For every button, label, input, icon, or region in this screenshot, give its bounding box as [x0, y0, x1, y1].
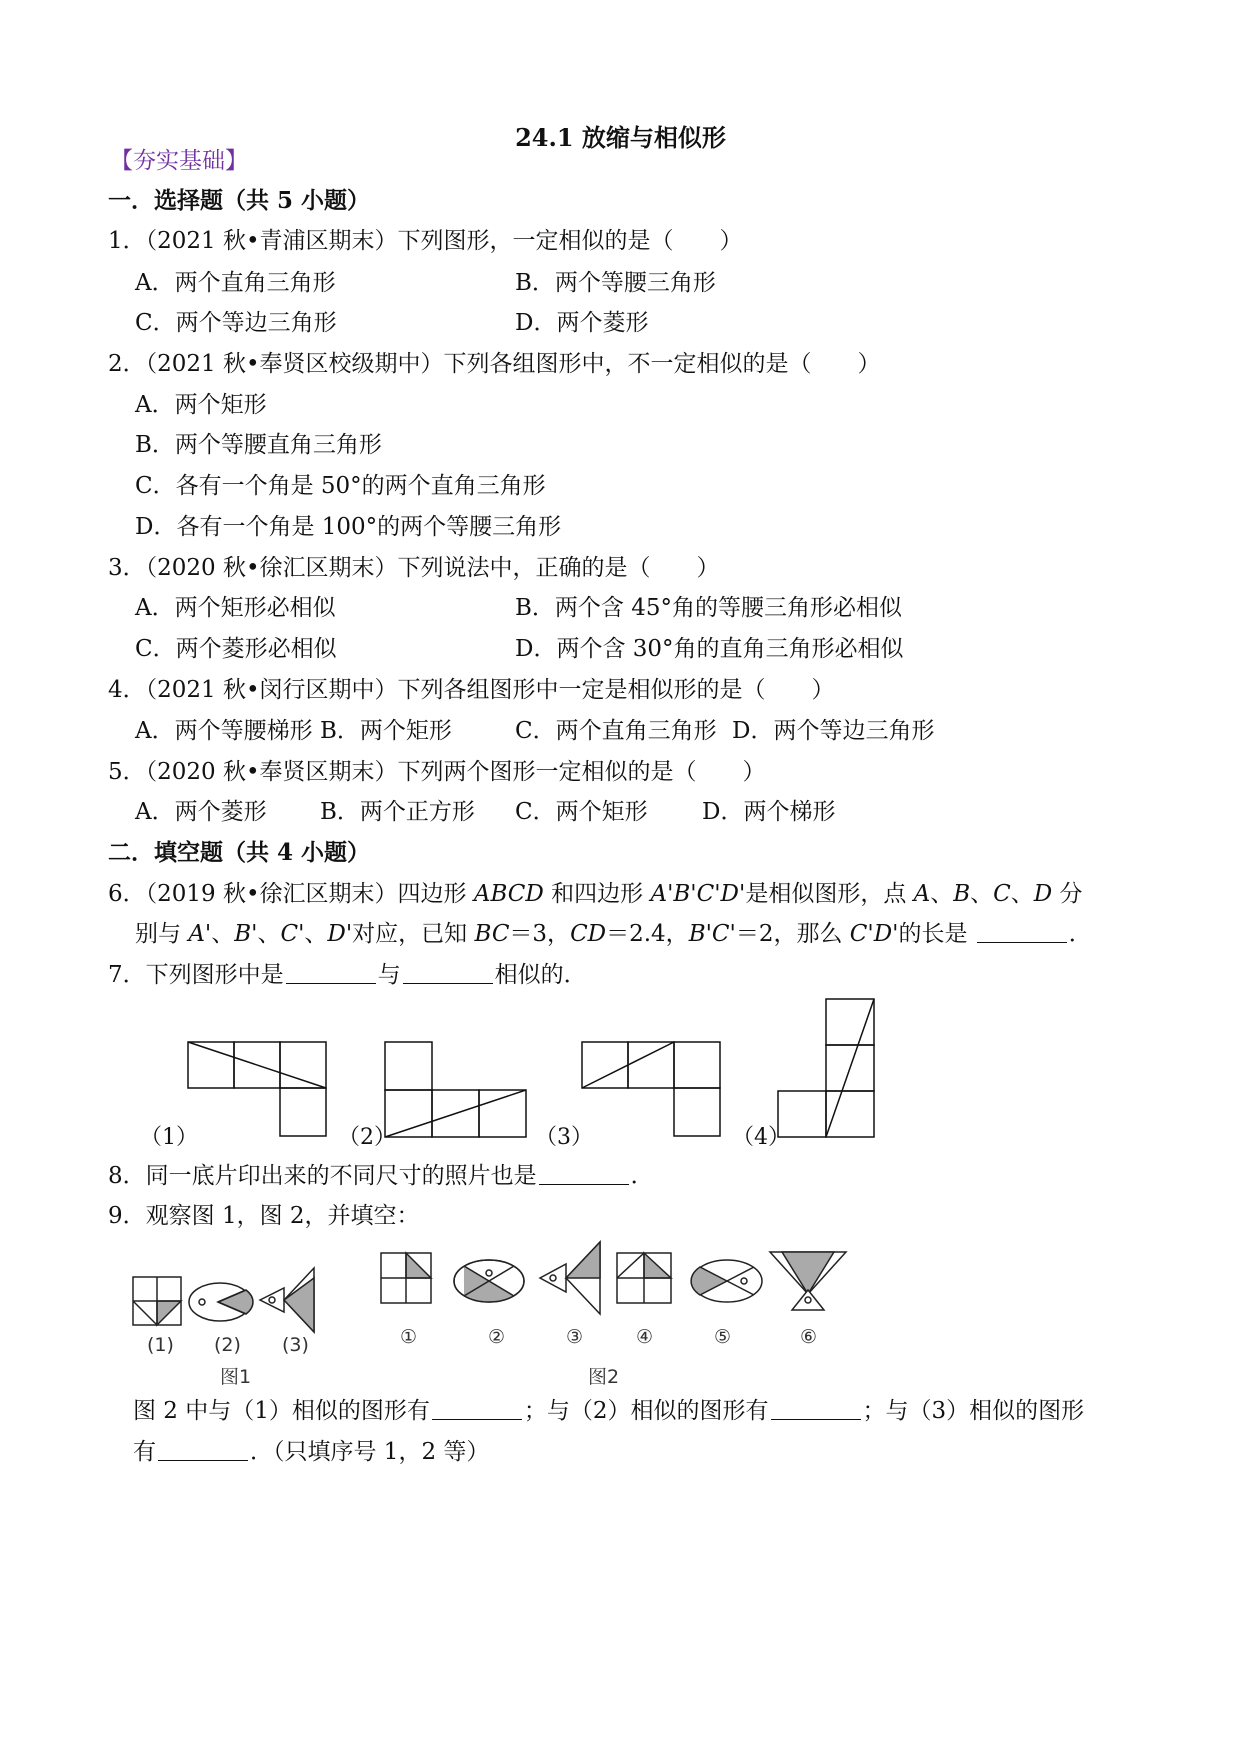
q1-option-c: C．两个等边三角形 [135, 310, 337, 336]
q7-figure-2-label: （2） [338, 1125, 396, 1150]
q6-var: A' [188, 921, 212, 947]
q9-fig1-label-2: (2) [214, 1334, 241, 1356]
q6-var: B [953, 881, 971, 907]
q6-sep: 、 [304, 921, 328, 947]
q3-option-d: D．两个含 30°角的直角三角形必相似 [515, 636, 904, 662]
q9-fig2-label-2: ② [488, 1326, 506, 1348]
q6-var: CD [570, 921, 607, 947]
q2-option-b: B．两个等腰直角三角形 [135, 432, 382, 458]
question-9-line-2 [133, 1437, 489, 1467]
question-3-stem: 3．（2020 秋•徐汇区期末）下列说法中，正确的是（ ） [108, 555, 720, 581]
q6-text: 对应，已知 [352, 921, 475, 947]
q9-text: ；与（3）相似的图形 [862, 1398, 1085, 1424]
answer-blank[interactable] [771, 1397, 861, 1420]
q7-figure-2 [385, 1042, 527, 1138]
answer-blank[interactable] [977, 920, 1067, 943]
q6-var: D [1033, 881, 1053, 907]
q6-text: ＝2，那么 [735, 921, 850, 947]
q6-var: BC [474, 921, 510, 947]
q6-text: 分 [1052, 881, 1083, 907]
q6-text: ＝2.4， [606, 921, 689, 947]
q6-sep: 、 [211, 921, 235, 947]
q9-fig2-label-6: ⑥ [800, 1326, 818, 1348]
section-fill-in: 二．填空题（共 4 小题） [108, 839, 371, 866]
q9-fig1-shape-2 [188, 1282, 252, 1322]
q9-text: ；与（2）相似的图形有 [523, 1398, 769, 1424]
q6-var: A'B'C'D' [650, 881, 746, 907]
q7-figure-1-label: （1） [140, 1125, 198, 1150]
q3-option-b: B．两个含 45°角的等腰三角形必相似 [515, 595, 902, 621]
question-7-stem [108, 960, 587, 990]
q1-option-d: D．两个菱形 [515, 310, 649, 336]
question-6-line-2 [135, 919, 1092, 949]
q7-text: 7．下列图形中是 [108, 962, 284, 988]
q6-var: ABCD [473, 881, 544, 907]
q6-var: A [913, 881, 931, 907]
q4-option-a: A．两个等腰梯形 [135, 718, 313, 744]
q2-option-d: D．各有一个角是 100°的两个等腰三角形 [135, 514, 562, 540]
q6-text: 别与 [135, 921, 189, 947]
q8-text: ． [630, 1163, 654, 1189]
q7-figure-4-label: （4） [732, 1125, 790, 1150]
section-multiple-choice: 一．选择题（共 5 小题） [108, 187, 371, 214]
q9-fig1-label-1: (1) [147, 1334, 174, 1356]
q6-text: ． [1068, 921, 1092, 947]
q9-fig2-caption: 图2 [588, 1366, 620, 1388]
section-tag: 【夯实基础】 [110, 148, 248, 174]
q6-sep: 、 [257, 921, 281, 947]
q6-var: C [993, 881, 1011, 907]
q6-var: B' [234, 921, 258, 947]
q6-sep: 、 [1010, 881, 1034, 907]
q2-option-a: A．两个矩形 [135, 392, 267, 418]
q9-text: 图 2 中与（1）相似的图形有 [133, 1398, 430, 1424]
q2-option-c: C．各有一个角是 50°的两个直角三角形 [135, 473, 546, 499]
q8-text: 8．同一底片印出来的不同尺寸的照片也是 [108, 1163, 537, 1189]
page-title: 24.1 放缩与相似形 [515, 123, 726, 152]
q9-fig2-shape-1 [380, 1252, 432, 1304]
q9-fig2-shape-5 [690, 1258, 764, 1304]
q9-fig2-shape-3 [538, 1240, 602, 1316]
q1-option-a: A．两个直角三角形 [135, 270, 336, 296]
q6-var: D' [327, 921, 353, 947]
answer-blank[interactable] [432, 1397, 522, 1420]
q6-text: 和四边形 [543, 881, 651, 907]
q6-text: ＝3， [509, 921, 571, 947]
q6-sep: 、 [930, 881, 954, 907]
q6-var: C' [280, 921, 305, 947]
q5-option-c: C．两个矩形 [515, 799, 648, 825]
answer-blank[interactable] [158, 1438, 248, 1461]
q1-option-b: B．两个等腰三角形 [515, 270, 716, 296]
q9-fig1-shape-1 [132, 1276, 182, 1326]
q7-figure-3-label: （3） [535, 1125, 593, 1150]
q5-option-b: B．两个正方形 [320, 799, 475, 825]
q4-option-c: C．两个直角三角形 [515, 718, 717, 744]
q9-text: ．（只填序号 1，2 等） [250, 1439, 490, 1465]
answer-blank[interactable] [539, 1162, 629, 1185]
question-8-stem [108, 1161, 654, 1191]
question-9-line-1 [133, 1396, 1084, 1426]
q7-figure-1 [188, 1042, 328, 1138]
q9-text: 有 [133, 1439, 156, 1465]
q4-option-b: B．两个矩形 [320, 718, 452, 744]
q9-fig2-shape-4 [616, 1252, 672, 1304]
q9-fig2-label-1: ① [400, 1326, 418, 1348]
answer-blank[interactable] [286, 961, 376, 984]
q6-var: B'C' [688, 921, 736, 947]
q7-text: 相似的． [494, 962, 587, 988]
q7-figure-4 [778, 999, 876, 1139]
question-6-line-1 [108, 879, 1083, 909]
question-4-stem: 4．（2021 秋•闵行区期中）下列各组图形中一定是相似形的是（ ） [108, 677, 835, 703]
q9-fig2-shape-2 [452, 1258, 526, 1304]
q7-figure-3 [582, 1042, 722, 1138]
q3-option-c: C．两个菱形必相似 [135, 636, 337, 662]
question-1-stem: 1．（2021 秋•青浦区期末）下列图形，一定相似的是（ ） [108, 228, 743, 254]
q9-fig2-shape-6 [768, 1250, 848, 1318]
q9-fig1-shape-3 [258, 1266, 316, 1336]
q7-text: 与 [377, 962, 401, 988]
q6-text: 是相似图形，点 [745, 881, 914, 907]
q3-option-a: A．两个矩形必相似 [135, 595, 336, 621]
q6-var: C'D' [849, 921, 899, 947]
question-5-stem: 5．（2020 秋•奉贤区期末）下列两个图形一定相似的是（ ） [108, 759, 766, 785]
q6-text: 的长是 [898, 921, 975, 947]
question-2-stem: 2．（2021 秋•奉贤区校级期中）下列各组图形中，不一定相似的是（ ） [108, 351, 881, 377]
q6-sep: 、 [970, 881, 994, 907]
q5-option-a: A．两个菱形 [135, 799, 267, 825]
question-9-stem: 9．观察图 1，图 2，并填空： [108, 1203, 420, 1229]
q6-text: 6．（2019 秋•徐汇区期末）四边形 [108, 881, 474, 907]
q9-fig2-label-4: ④ [636, 1326, 654, 1348]
q5-option-d: D．两个梯形 [702, 799, 836, 825]
q9-fig2-label-5: ⑤ [714, 1326, 732, 1348]
q4-option-d: D．两个等边三角形 [732, 718, 935, 744]
q9-fig1-caption: 图1 [220, 1366, 252, 1388]
q9-fig1-label-3: (3) [282, 1334, 309, 1356]
answer-blank[interactable] [403, 961, 493, 984]
q9-fig2-label-3: ③ [566, 1326, 584, 1348]
